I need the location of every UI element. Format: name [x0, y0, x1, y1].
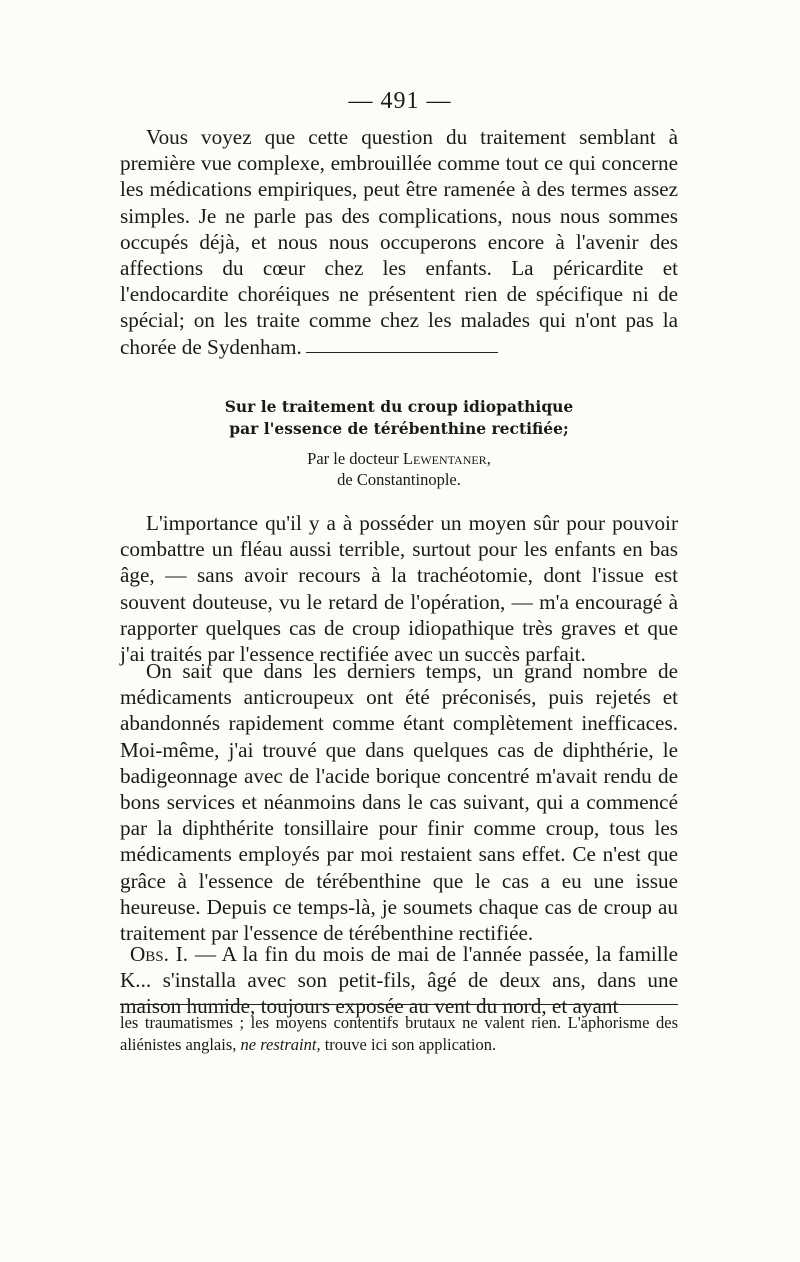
observation-label: Obs. I. — [130, 942, 189, 966]
footnote-emphasis: ne restraint, — [240, 1035, 321, 1054]
article-title-line-2: par l'essence de térébenthine rectifiée; — [229, 419, 569, 438]
author-location: de Constantinople. — [337, 470, 461, 489]
section-divider — [306, 352, 498, 353]
observation-paragraph — [120, 941, 678, 1020]
page-number: — 491 — — [348, 88, 452, 114]
article-paragraph-2: On sait que dans les derniers temps, un grand nombre de médicaments anticroupeux ont été préconisés, puis rejetés et abandonnés rapidement comme étant complètement inefficaces. Moi-même, j'ai trouvé que dans quelques cas de diphthérie, le badigeonnage avec de l'acide borique concentré m'avait rendu de bons services et néanmoins dans le cas suivant, qui a commencé par la diphthérite tonsillaire pour finir comme croup, tous les médicaments employés par moi restaient sans effet. Ce n'est que grâce à l'essence de térébenthine que le cas a eu une issue heureuse. Depuis ce temps-là, je soumets chaque cas de croup au traitement par l'essence de térébenthine rectifiée. — [120, 659, 678, 946]
article-byline — [120, 448, 678, 470]
footnote-text-after: trouve ici son application. — [320, 1035, 497, 1054]
intro-paragraph: Vous voyez que cette question du traitement semblant à première vue complexe, embrouillée comme tout ce qui concerne les médications empiriques, peut être ramenée à des termes assez simples. Je ne parle pas des complications, nous nous sommes occupés déjà, et nous nous occuperons encore à l'avenir des affections du cœur chez les enfants. La péricardite et l'endocardite choréiques ne présentent rien de spécifique ni de spécial; on les traite comme chez les malades qui n'ont pas la chorée de Sydenham. — [120, 125, 678, 359]
footnote-divider — [120, 1004, 678, 1005]
author-name: Lewentaner, — [402, 449, 491, 468]
byline-prefix: Par le docteur — [307, 449, 399, 468]
footnote — [120, 1012, 678, 1056]
footnote-text-before: les traumatismes ; les moyens contentifs brutaux ne valent rien. L'aphorisme des aliénistes anglais, — [120, 1013, 678, 1054]
article-title-line-1: Sur le traitement du croup idiopathique — [224, 397, 574, 416]
observation-text: — A la fin du mois de mai de l'année passée, la famille K... s'installa avec son petit-fils, âgé de deux ans, dans une maison humide, toujours exposée au vent du nord, et ayant — [120, 942, 678, 1019]
article-paragraph-1: L'importance qu'il y a à posséder un moyen sûr pour pouvoir combattre un fléau aussi terrible, surtout pour les enfants en bas âge, — sans avoir recours à la trachéotomie, dont l'issue est souvent douteuse, vu le retard de l'opération, — m'a encouragé à rapporter quelques cas de croup idiopathique très graves et que j'ai traités par l'essence rectifiée avec un succès parfait. — [120, 511, 678, 667]
